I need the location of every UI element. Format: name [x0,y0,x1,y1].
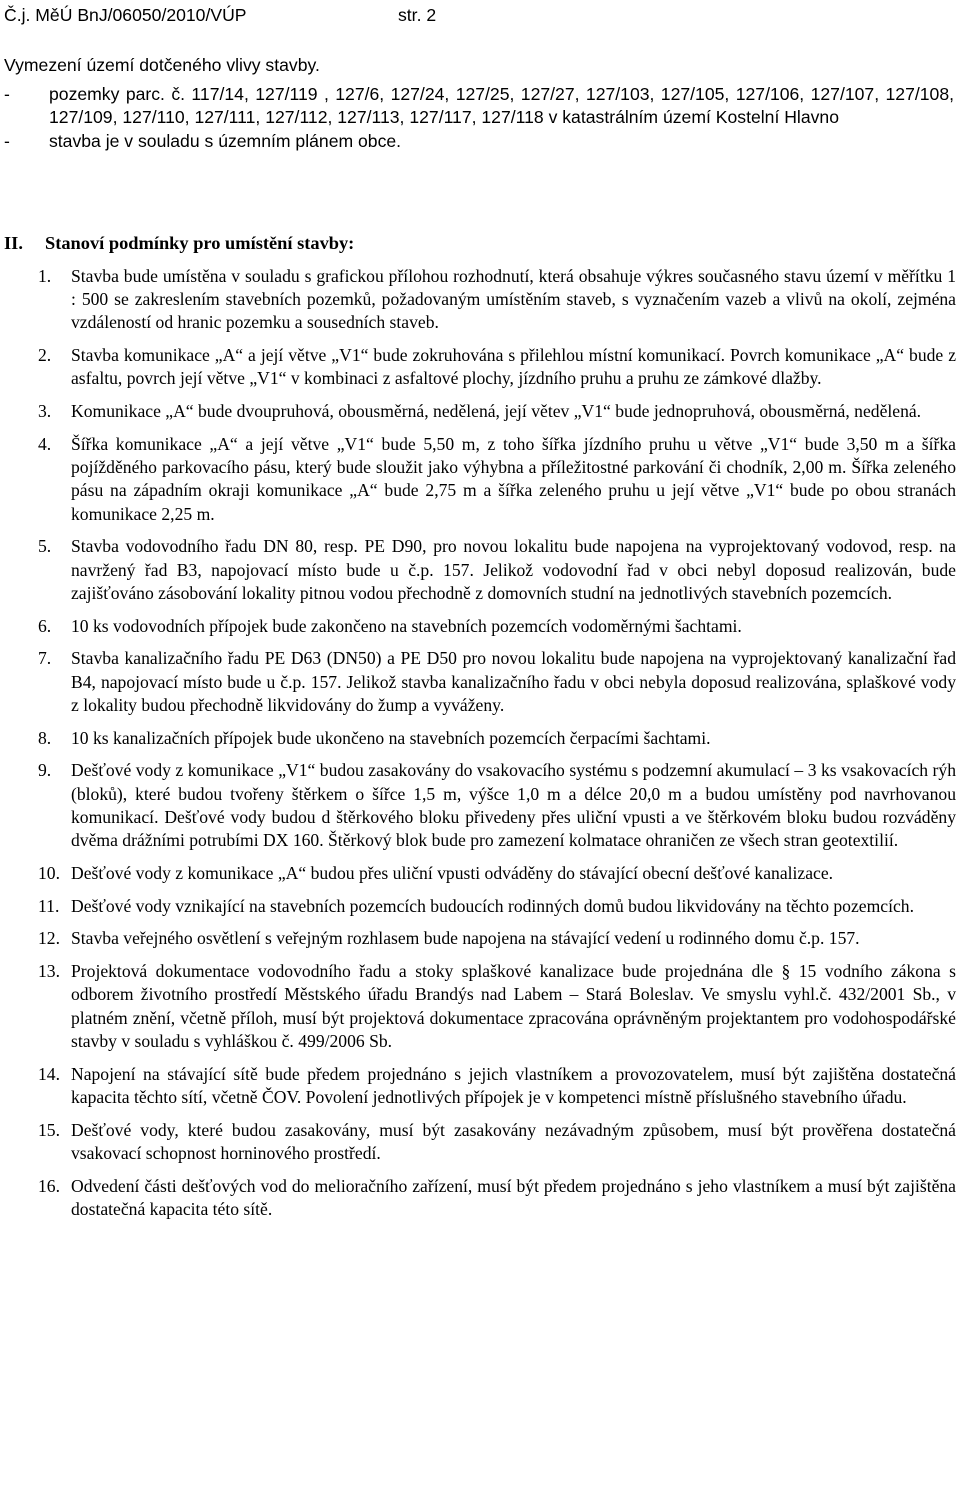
condition-item [4,727,956,750]
condition-text: Stavba bude umístěna v souladu s grafickou přílohou rozhodnutí, která obsahuje výkres současného stavu území v měřítku 1 : 500 se zakreslením stavebních pozemků, požadovaným umístěním staveb, s vyznačením vazeb a vlivů na okolí, zejména vzdáleností od hranic pozemku a sousedních staveb. [71,266,956,333]
condition-text: 10 ks kanalizačních přípojek bude ukončeno na stavebních pozemcích čerpacími šachtami. [71,727,711,748]
condition-text: Dešťové vody, které budou zasakovány, musí být zasakovány nezávadným způsobem, musí být prověřena dostatečná vsakovací schopnost horninového prostředí. [71,1119,956,1163]
condition-text: Odvedení části dešťových vod do melioračního zařízení, musí být předem projednáno s jeho vlastníkem a musí být zajištěna dostatečná kapacita této sítě. [71,1175,956,1219]
affected-area-title: Vymezení území dotčeného vlivy stavby. [4,55,320,75]
condition-number: 15. [38,1119,60,1140]
condition-item [4,895,956,918]
condition-text: Šířka komunikace „A“ a její větve „V1“ bude 5,50 m, z toho šířka jízdního pruhu u větve „V1“ bude 3,50 m a šířka pojížděného parkovacího pásu, který bude sloužit jako výhybna a příležitostné parkování či chodník, 2,00 m. Šířka zeleného pásu na západním okraji komunikace „A“ bude 2,75 m a šířka zeleného pruhu u její větve „V1“ bude po obou stranách komunikace 2,25 m. [71,434,956,524]
conditions-list [4,265,956,1221]
condition-number: 2. [38,345,52,366]
condition-number: 1. [38,266,52,286]
condition-number: 11. [38,895,60,916]
condition-number: 10. [38,862,60,883]
section-heading [4,231,954,255]
condition-number: 6. [38,615,52,636]
page-number: str. 2 [398,5,437,25]
affected-area-item-text: pozemky parc. č. 117/14, 127/119 , 127/6, 127/24, 127/25, 127/27, 127/103, 127/105, 127/106, 127/107, 127/108, 127/109, 127/110, 127/111, 127/112, 127/113, 127/117, 127/118 v katastrálním území Kostelní Hlavno [49,83,954,127]
condition-text: Projektová dokumentace vodovodního řadu a stoky splaškové kanalizace bude projednána dle § 15 vodního zákona s odborem životního prostředí Městského úřadu Brandýs nad Labem – Stará Boleslav. Ve smyslu vyhl.č. 432/2001 Sb., v platném znění, včetně příloh, musí být projektová dokumentace zpracována oprávněným projektantem pro vodohospodářské stavby v souladu s vyhláškou č. 499/2006 Sb. [71,961,956,1051]
condition-number: 13. [38,961,60,982]
condition-text: Stavba kanalizačního řadu PE D63 (DN50) a PE D50 pro novou lokalitu bude napojena na vyprojektovaný kanalizační řad B4, napojovací místo bude u č.p. 157. Jelikož stavba kanalizačního řadu v obci nebyla doposud realizována, splaškové vody z lokality budou přechodně likvidovány do žump a vyváženy. [71,648,956,715]
affected-area-item [4,83,954,130]
condition-item [4,1119,956,1165]
condition-item [4,615,956,638]
condition-item [4,927,956,950]
condition-number: 8. [38,727,52,748]
condition-text: Dešťové vody vznikající na stavebních pozemcích budoucích rodinných domů budou likvidovány na těchto pozemcích. [71,895,914,916]
condition-text: Komunikace „A“ bude dvoupruhová, obousměrná, nedělená, její větev „V1“ bude jednopruhová, obousměrná, nedělená. [71,401,922,422]
section-number: II. [4,233,23,253]
page-header [4,3,944,27]
condition-number: 12. [38,928,60,949]
condition-number: 14. [38,1063,60,1084]
condition-item [4,960,956,1053]
condition-text: Dešťové vody z komunikace „V1“ budou zasakovány do vsakovacího systému s podzemní akumulací – 3 ks vsakovacích rýh (bloků), které budou tvořeny štěrkem o šířce 1,5 m, výšce 1,0 m a délce 20,0 m a budou umístěny pod navrhovanou komunikací. Dešťové vody budou d štěrkového bloku přivedeny přes uliční vpusti a ve štěrkovém bloku budou rozváděny dvěma drážními potrubími DX 160. Štěrkový blok bude pro zamezení kolmatace ohraničen ze všech stran geotextilií. [71,760,956,851]
condition-number: 3. [38,401,52,422]
condition-item [4,759,956,852]
condition-number: 16. [38,1175,60,1196]
condition-item [4,433,956,526]
condition-number: 7. [38,648,52,669]
condition-number: 4. [38,434,52,454]
condition-text: Napojení na stávající sítě bude předem projednáno s jejich vlastníkem a provozovatelem, musí být zajištěna dostatečná kapacita těchto sítí, včetně ČOV. Povolení jednotlivých přípojek je v kompetenci místně příslušného stavebního úřadu. [71,1063,956,1107]
dash-bullet: - [4,130,10,151]
condition-item [4,535,956,605]
condition-item [4,400,956,423]
condition-item [4,862,956,885]
dash-bullet: - [4,83,10,104]
affected-area-section [4,54,954,153]
condition-item [4,647,956,717]
condition-text: 10 ks vodovodních přípojek bude zakončeno na stavebních pozemcích vodoměrnými šachtami. [71,615,742,636]
condition-text: Stavba veřejného osvětlení s veřejným rozhlasem bude napojena na stávající vedení u rodinného domu č.p. 157. [71,928,860,949]
condition-number: 9. [38,760,52,781]
condition-text: Stavba komunikace „A“ a její větve „V1“ bude zokruhována s přilehlou místní komunikací. Povrch komunikace „A“ bude z asfaltu, povrch její větve „V1“ v kombinaci z asfaltové plochy, jízdního pruhu a pruhu ze zámkové dlažby. [71,345,956,389]
condition-item [4,344,956,390]
affected-area-item-text: stavba je v souladu s územním plánem obce. [49,130,402,151]
condition-text: Dešťové vody z komunikace „A“ budou přes uliční vpusti odváděny do stávající obecní dešťové kanalizace. [71,862,834,883]
condition-item [4,265,956,335]
condition-text: Stavba vodovodního řadu DN 80, resp. PE D90, pro novou lokalitu bude napojena na vyprojektovaný vodovod, resp. na navržený řad B3, napojovací místo bude u č.p. 157. Jelikož vodovodní řad v obci nebyl doposud realizován, bude zajišťováno zásobování lokality pitnou vodou přechodně z domovních studní na jednotlivých stavebních pozemcích. [71,536,956,603]
condition-number: 5. [38,536,52,557]
condition-item [4,1175,956,1221]
section-title: Stanoví podmínky pro umístění stavby: [45,233,355,253]
document-reference: Č.j. MěÚ BnJ/06050/2010/VÚP [4,5,247,25]
affected-area-item [4,130,954,154]
condition-item [4,1063,956,1109]
